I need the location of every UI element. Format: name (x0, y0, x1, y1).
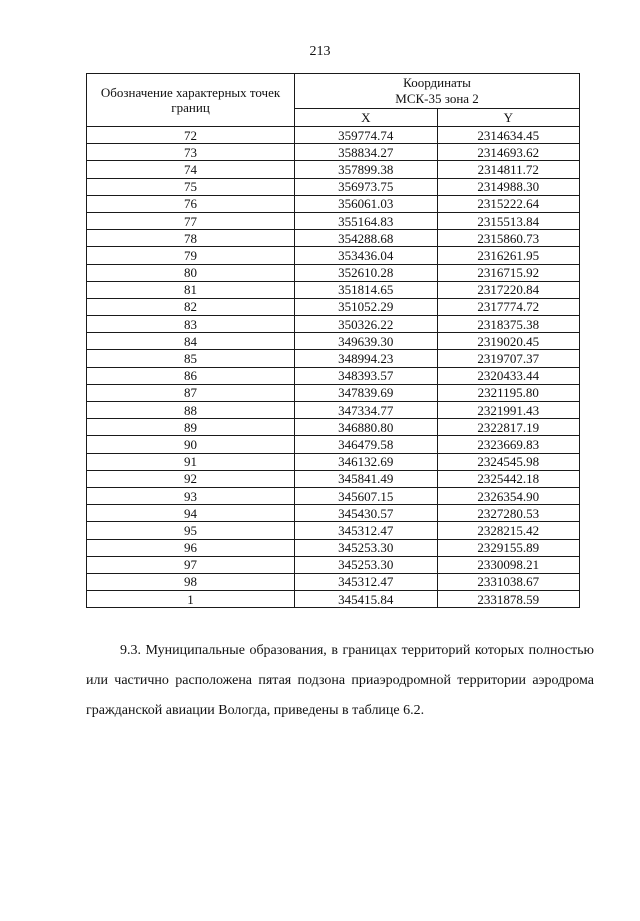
cell-y: 2318375.38 (437, 316, 579, 333)
table-row (87, 350, 580, 367)
cell-point-number: 79 (87, 247, 295, 264)
header-y: Y (437, 109, 579, 127)
cell-y: 2322817.19 (437, 419, 579, 436)
cell-x: 355164.83 (295, 212, 437, 229)
table-row (87, 591, 580, 608)
cell-x: 347839.69 (295, 384, 437, 401)
cell-x: 348393.57 (295, 367, 437, 384)
cell-point-number: 73 (87, 144, 295, 161)
table-row (87, 161, 580, 178)
cell-point-number: 87 (87, 384, 295, 401)
cell-x: 346132.69 (295, 453, 437, 470)
cell-y: 2331038.67 (437, 573, 579, 590)
cell-y: 2327280.53 (437, 505, 579, 522)
cell-y: 2320433.44 (437, 367, 579, 384)
table-row (87, 470, 580, 487)
cell-x: 345253.30 (295, 556, 437, 573)
cell-y: 2315513.84 (437, 212, 579, 229)
header-coordinate-system: МСК-35 зона 2 (395, 91, 479, 106)
cell-y: 2315860.73 (437, 230, 579, 247)
table-row (87, 230, 580, 247)
cell-point-number: 80 (87, 264, 295, 281)
cell-x: 358834.27 (295, 144, 437, 161)
cell-y: 2314988.30 (437, 178, 579, 195)
table-row (87, 522, 580, 539)
cell-point-number: 96 (87, 539, 295, 556)
cell-y: 2321991.43 (437, 402, 579, 419)
cell-x: 346880.80 (295, 419, 437, 436)
cell-y: 2330098.21 (437, 556, 579, 573)
cell-x: 356973.75 (295, 178, 437, 195)
cell-point-number: 82 (87, 298, 295, 315)
cell-point-number: 83 (87, 316, 295, 333)
table-row (87, 195, 580, 212)
header-coordinates (295, 74, 580, 109)
table-row (87, 556, 580, 573)
cell-point-number: 75 (87, 178, 295, 195)
table-row (87, 281, 580, 298)
cell-x: 345430.57 (295, 505, 437, 522)
table-body (87, 127, 580, 608)
cell-y: 2317774.72 (437, 298, 579, 315)
cell-point-number: 76 (87, 195, 295, 212)
cell-x: 348994.23 (295, 350, 437, 367)
table-row (87, 144, 580, 161)
cell-x: 351814.65 (295, 281, 437, 298)
table-row (87, 573, 580, 590)
cell-point-number: 81 (87, 281, 295, 298)
cell-x: 345253.30 (295, 539, 437, 556)
table-row (87, 367, 580, 384)
cell-x: 347334.77 (295, 402, 437, 419)
cell-point-number: 1 (87, 591, 295, 608)
cell-point-number: 90 (87, 436, 295, 453)
table-row (87, 384, 580, 401)
cell-x: 359774.74 (295, 127, 437, 144)
cell-y: 2326354.90 (437, 487, 579, 504)
cell-y: 2331878.59 (437, 591, 579, 608)
cell-point-number: 97 (87, 556, 295, 573)
cell-x: 345607.15 (295, 487, 437, 504)
cell-x: 354288.68 (295, 230, 437, 247)
table-row (87, 505, 580, 522)
table-row (87, 539, 580, 556)
table-row (87, 436, 580, 453)
cell-y: 2321195.80 (437, 384, 579, 401)
cell-point-number: 88 (87, 402, 295, 419)
cell-y: 2314811.72 (437, 161, 579, 178)
cell-y: 2324545.98 (437, 453, 579, 470)
cell-x: 351052.29 (295, 298, 437, 315)
table-row (87, 419, 580, 436)
cell-y: 2317220.84 (437, 281, 579, 298)
header-points: Обозначение характерных точек границ (87, 74, 295, 127)
coordinates-table (86, 73, 580, 608)
table-row (87, 316, 580, 333)
cell-x: 357899.38 (295, 161, 437, 178)
body-paragraph: 9.3. Муниципальные образования, в границах территорий которых полностью или частично расположена пятая подзона приаэродромной территории аэродрома гражданской авиации Вологда, приведены в таблице 6.2. (86, 643, 594, 718)
cell-point-number: 72 (87, 127, 295, 144)
cell-point-number: 85 (87, 350, 295, 367)
cell-y: 2328215.42 (437, 522, 579, 539)
cell-x: 349639.30 (295, 333, 437, 350)
cell-point-number: 94 (87, 505, 295, 522)
cell-point-number: 98 (87, 573, 295, 590)
cell-x: 345312.47 (295, 522, 437, 539)
cell-point-number: 77 (87, 212, 295, 229)
cell-y: 2325442.18 (437, 470, 579, 487)
table-row (87, 402, 580, 419)
cell-point-number: 92 (87, 470, 295, 487)
cell-point-number: 86 (87, 367, 295, 384)
cell-point-number: 91 (87, 453, 295, 470)
cell-x: 352610.28 (295, 264, 437, 281)
cell-y: 2329155.89 (437, 539, 579, 556)
table-row (87, 247, 580, 264)
cell-x: 345415.84 (295, 591, 437, 608)
table-row (87, 453, 580, 470)
page-number: 213 (309, 44, 331, 59)
table-row (87, 178, 580, 195)
cell-point-number: 84 (87, 333, 295, 350)
table-row (87, 127, 580, 144)
header-x: X (295, 109, 437, 127)
cell-y: 2314634.45 (437, 127, 579, 144)
cell-y: 2319020.45 (437, 333, 579, 350)
cell-x: 350326.22 (295, 316, 437, 333)
cell-point-number: 78 (87, 230, 295, 247)
cell-y: 2323669.83 (437, 436, 579, 453)
header-coordinates-title: Координаты (403, 75, 471, 90)
cell-x: 345841.49 (295, 470, 437, 487)
table-row (87, 212, 580, 229)
table-row (87, 264, 580, 281)
cell-y: 2316715.92 (437, 264, 579, 281)
cell-y: 2314693.62 (437, 144, 579, 161)
table-row (87, 298, 580, 315)
cell-y: 2316261.95 (437, 247, 579, 264)
cell-point-number: 89 (87, 419, 295, 436)
table-row (87, 333, 580, 350)
cell-x: 353436.04 (295, 247, 437, 264)
cell-y: 2315222.64 (437, 195, 579, 212)
table-row (87, 487, 580, 504)
cell-x: 345312.47 (295, 573, 437, 590)
cell-point-number: 74 (87, 161, 295, 178)
cell-y: 2319707.37 (437, 350, 579, 367)
cell-point-number: 93 (87, 487, 295, 504)
cell-x: 356061.03 (295, 195, 437, 212)
cell-point-number: 95 (87, 522, 295, 539)
cell-x: 346479.58 (295, 436, 437, 453)
